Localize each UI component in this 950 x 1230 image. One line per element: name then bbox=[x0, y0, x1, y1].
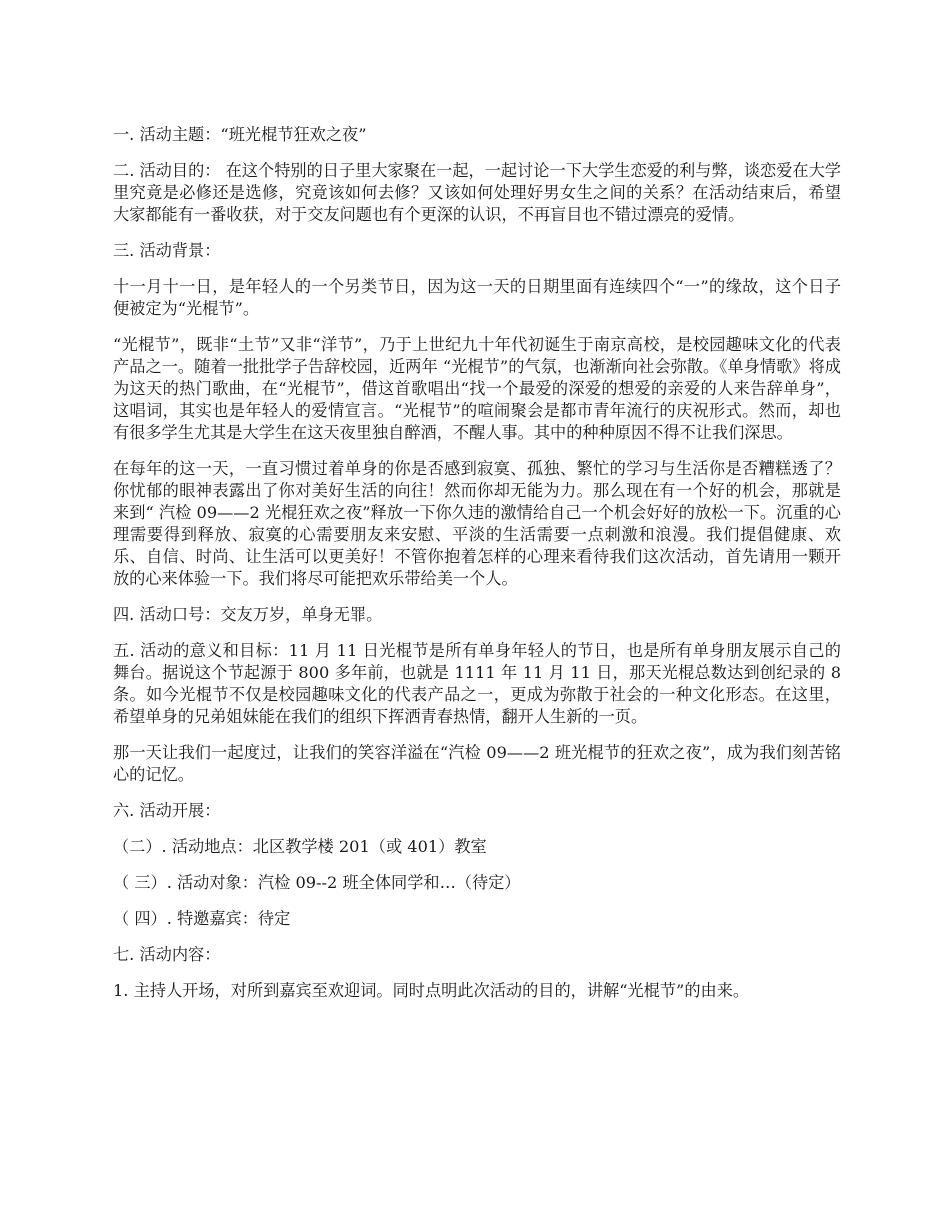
item-location: （二）. 活动地点：北区教学楼 201（或 401）教室 bbox=[113, 837, 487, 856]
document-body bbox=[113, 124, 841, 1016]
heading-content: 七. 活动内容： bbox=[113, 945, 221, 964]
paragraph-background-2: “光棍节”，既非“土节”又非“洋节”，乃于上世纪九十年代初诞生于南京高校，是校园趣味文化的代表产品之一。随着一批批学子告辞校园，近两年 “光棍节”的气氛，也渐渐向社会弥散。《单身情歌》将成为这天的热门歌曲，在“光棍节”，借这首歌唱出“找一个最爱的深爱的想爱的亲爱的人来告辞单身”，这唱词，其实也是年轻人的爱情宣言。“光棍节”的喧闹聚会是都市青年流行的庆祝形式。然而，却也有很多学生尤其是大学生在这天夜里独自醉酒，不醒人事。其中的种种原因不得不让我们深思。 bbox=[113, 335, 841, 442]
item-guests: （ 四）. 特邀嘉宾：待定 bbox=[113, 909, 291, 928]
heading-slogan: 四. 活动口号：交友万岁，单身无罪。 bbox=[113, 605, 383, 624]
paragraph-purpose: 二. 活动目的： 在这个特别的日子里大家聚在一起，一起讨论一下大学生恋爱的利与弊，谈恋爱在大学里究竟是必修还是选修，究竟该如何去修？又该如何处理好男女生之间的关系？在活动结束后，希望大家都能有一番收获，对于交友问题也有个更深的认识，不再盲目也不错过漂亮的爱情。 bbox=[113, 161, 841, 224]
item-content-1: 1. 主持人开场，对所到嘉宾至欢迎词。同时点明此次活动的目的，讲解“光棍节”的由来。 bbox=[113, 981, 750, 1000]
paragraph-significance: 五. 活动的意义和目标：11 月 11 日光棍节是所有单身年轻人的节日，也是所有单身朋友展示自己的舞台。据说这个节起源于 800 多年前，也就是 1111 年 11 月 11 日，那天光棍总数达到创纪录的 8 条。如今光棍节不仅是校园趣味文化的代表产品之一，更成为弥散于社会的一种文化形态。在这里，希望单身的兄弟姐妹能在我们的组织下挥洒青春热情，翻开人生新的一页。 bbox=[113, 641, 841, 726]
heading-theme: 一. 活动主题：“班光棍节狂欢之夜” bbox=[113, 125, 367, 144]
paragraph-background-3: 在每年的这一天，一直习惯过着单身的你是否感到寂寞、孤独、繁忙的学习与生活你是否糟糕透了？你忧郁的眼神表露出了你对美好生活的向往！然而你却无能为力。那么现在有一个好的机会，那就是来到“ 汽检 09——2 光棍狂欢之夜”释放一下你久违的激情给自己一个机会好好的放松一下。沉重的心理需要得到释放、寂寞的心需要朋友来安慰、平淡的生活需要一点刺激和浪漫。我们提倡健康、欢乐、自信、时尚、让生活可以更美好！不管你抱着怎样的心理来看待我们这次活动，首先请用一颗开放的心来体验一下。我们将尽可能把欢乐带给美一个人。 bbox=[113, 459, 841, 588]
heading-organization: 六. 活动开展： bbox=[113, 801, 221, 820]
item-audience: （ 三）. 活动对象：汽检 09--2 班全体同学和…（待定） bbox=[113, 873, 521, 892]
heading-background: 三. 活动背景： bbox=[113, 241, 221, 260]
paragraph-closing: 那一天让我们一起度过，让我们的笑容洋溢在“汽检 09——2 班光棍节的狂欢之夜”，成为我们刻苦铭心的记忆。 bbox=[113, 743, 841, 784]
paragraph-background-1: 十一月十一日，是年轻人的一个另类节日，因为这一天的日期里面有连续四个“一”的缘故，这个日子便被定为“光棍节”。 bbox=[113, 277, 841, 318]
